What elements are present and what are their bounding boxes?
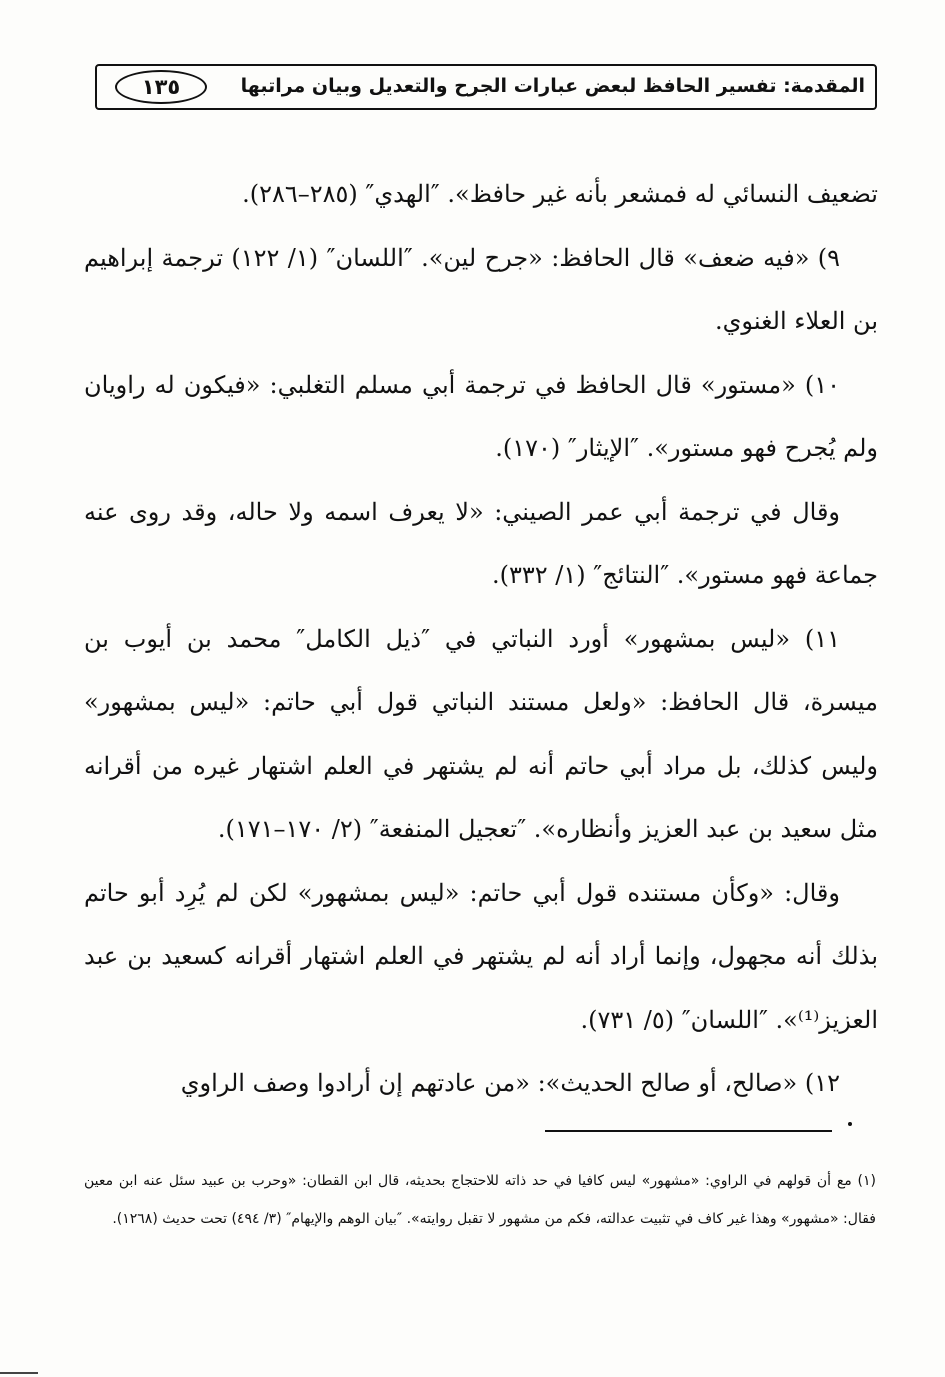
- footnote: [84, 1162, 876, 1238]
- margin-dot: [848, 1122, 852, 1126]
- main-text: [84, 163, 878, 1116]
- paragraph-continuation: تضعيف النسائي له فمشعر بأنه غير حافظ». ″الهدي″ (٢٨٥–٢٨٦).: [242, 180, 878, 208]
- page-number: ١٣٥: [115, 70, 207, 104]
- running-header: [95, 64, 877, 110]
- header-title: المقدمة: تفسير الحافظ لبعض عبارات الجرح والتعديل وبيان مراتبها: [240, 75, 865, 97]
- entry-11-cont: وقال: «وكأن مستنده قول أبي حاتم: «ليس بمشهور» لكن لم يُرِد أبو حاتم بذلك أنه مجهول، وإنما أراد أنه لم يشتهر في العلم اشتهار أقرانه كسعيد بن عبد العزيز⁽¹⁾». ″اللسان″ (٥/ ٧٣١).: [84, 878, 878, 1034]
- entry-10: ١٠) «مستور» قال الحافظ في ترجمة أبي مسلم التغلبي: «فيكون له راويان ولم يُجرح فهو مستور». ″الإيثار″ (١٧٠).: [84, 370, 878, 462]
- scan-edge-mark: [0, 1372, 38, 1374]
- entry-9: ٩) «فيه ضعف» قال الحافظ: «جرح لين». ″اللسان″ (١/ ١٢٢) ترجمة إبراهيم بن العلاء الغنوي.: [84, 243, 878, 335]
- footnote-divider: [545, 1130, 832, 1132]
- entry-12: ١٢) «صالح، أو صالح الحديث»: «من عادتهم إن أرادوا وصف الراوي: [180, 1069, 840, 1097]
- entry-10-cont: وقال في ترجمة أبي عمر الصيني: «لا يعرف اسمه ولا حاله، وقد روى عنه جماعة فهو مستور». ″النتائج″ (١/ ٣٣٢).: [84, 497, 878, 589]
- footnote-1: (١) مع أن قولهم في الراوي: «مشهور» ليس كافيا في حد ذاته للاحتجاج بحديثه، قال ابن القطان: «وحرب بن عبيد سئل عنه ابن معين فقال: «مشهور» وهذا غير كاف في تثبيت عدالته، فكم من مشهور لا تقبل روايته». ″بيان الوهم والإيهام″ (٣/ ٤٩٤) تحت حديث (١٢٦٨).: [84, 1173, 876, 1227]
- entry-11: ١١) «ليس بمشهور» أورد النباتي في ″ذيل الكامل″ محمد بن أيوب بن ميسرة، قال الحافظ: «ولعل مستند النباتي قول أبي حاتم: «ليس بمشهور» وليس كذلك، بل مراد أبي حاتم أنه لم يشتهر في العلم اشتهار غيره من أقرانه مثل سعيد بن عبد العزيز وأنظاره». ″تعجيل المنفعة″ (٢/ ١٧٠–١٧١).: [84, 624, 879, 843]
